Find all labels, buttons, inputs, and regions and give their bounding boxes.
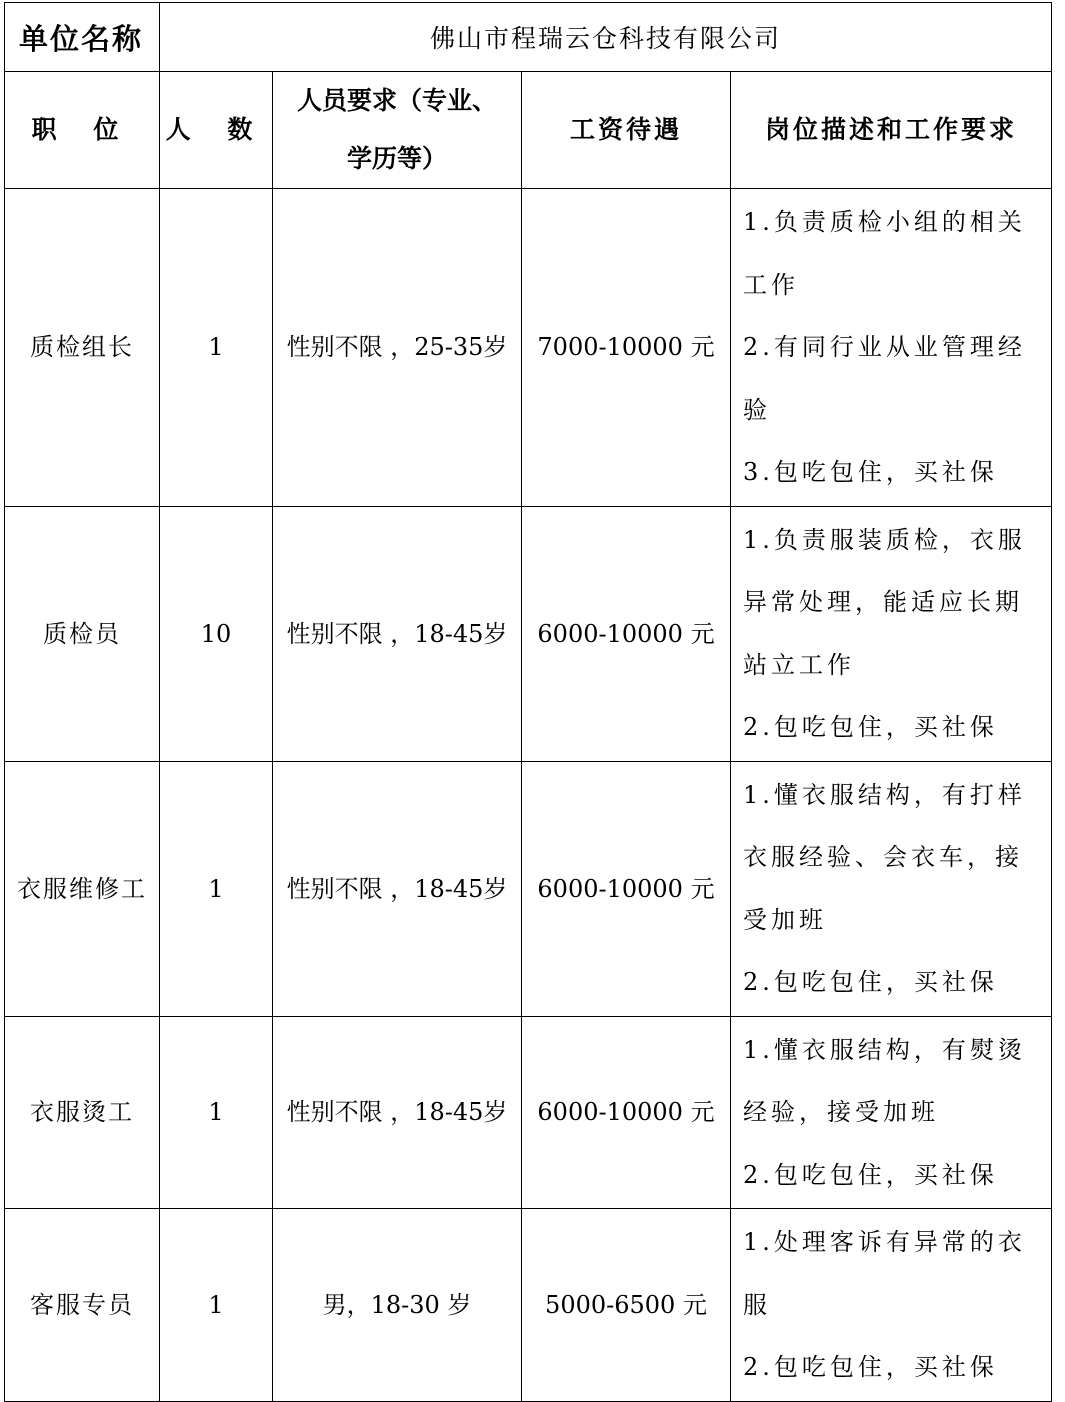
unit-label: 单位名称 [5, 3, 160, 72]
row-count: 1 [160, 189, 273, 507]
row-position: 质检组长 [5, 189, 160, 507]
row-count: 1 [160, 761, 273, 1016]
row-count: 1 [160, 1209, 273, 1402]
row-salary: 6000-10000 元 [522, 506, 731, 761]
table-row [5, 1016, 1052, 1209]
table-row [5, 189, 1052, 507]
description-line: 2.包吃包住，买社保 [743, 713, 998, 741]
row-salary: 7000-10000 元 [522, 189, 731, 507]
row-description [731, 1209, 1052, 1402]
description-line: 1.懂衣服结构，有熨烫经验，接受加班 [743, 1035, 1026, 1126]
row-description [731, 1016, 1052, 1209]
row-count: 1 [160, 1016, 273, 1209]
row-requirements: 性别不限 ，25-35岁 [273, 189, 522, 507]
row-salary: 5000-6500 元 [522, 1209, 731, 1402]
row-salary: 6000-10000 元 [522, 761, 731, 1016]
row-requirements: 性别不限 ，18-45岁 [273, 506, 522, 761]
unit-row [5, 3, 1052, 72]
description-line: 1.处理客诉有异常的衣服 [743, 1228, 1026, 1319]
row-requirements: 男，18-30 岁 [273, 1209, 522, 1402]
description-line: 2.包吃包住，买社保 [743, 968, 998, 996]
row-position: 衣服烫工 [5, 1016, 160, 1209]
row-requirements: 性别不限 ，18-45岁 [273, 1016, 522, 1209]
job-table [4, 2, 1052, 1402]
row-description [731, 189, 1052, 507]
row-position: 衣服维修工 [5, 761, 160, 1016]
description-line: 3.包吃包住，买社保 [743, 458, 998, 486]
unit-name: 佛山市程瑞云仓科技有限公司 [160, 3, 1052, 72]
description-line: 2.包吃包住，买社保 [743, 1160, 998, 1189]
header-count: 人 数 [160, 72, 273, 189]
row-position: 客服专员 [5, 1209, 160, 1402]
header-row [5, 72, 1052, 189]
description-line: 2.包吃包住，买社保 [743, 1353, 998, 1381]
header-salary: 工资待遇 [522, 72, 731, 189]
table-row [5, 761, 1052, 1016]
row-position: 质检员 [5, 506, 160, 761]
table-row [5, 506, 1052, 761]
row-requirements: 性别不限 ，18-45岁 [273, 761, 522, 1016]
description-line: 1.负责服装质检，衣服异常处理，能适应长期站立工作 [743, 525, 1026, 679]
row-description [731, 506, 1052, 761]
description-line: 1.负责质检小组的相关工作 [743, 208, 1026, 299]
table-row [5, 1209, 1052, 1402]
description-line: 2.有同行业从业管理经验 [743, 333, 1026, 424]
header-position: 职 位 [5, 72, 160, 189]
row-count: 10 [160, 506, 273, 761]
header-description: 岗位描述和工作要求 [731, 72, 1052, 189]
row-description [731, 761, 1052, 1016]
header-requirements: 人员要求（专业、学历等） [273, 72, 522, 189]
row-salary: 6000-10000 元 [522, 1016, 731, 1209]
description-line: 1.懂衣服结构，有打样衣服经验、会衣车，接受加班 [743, 780, 1026, 934]
